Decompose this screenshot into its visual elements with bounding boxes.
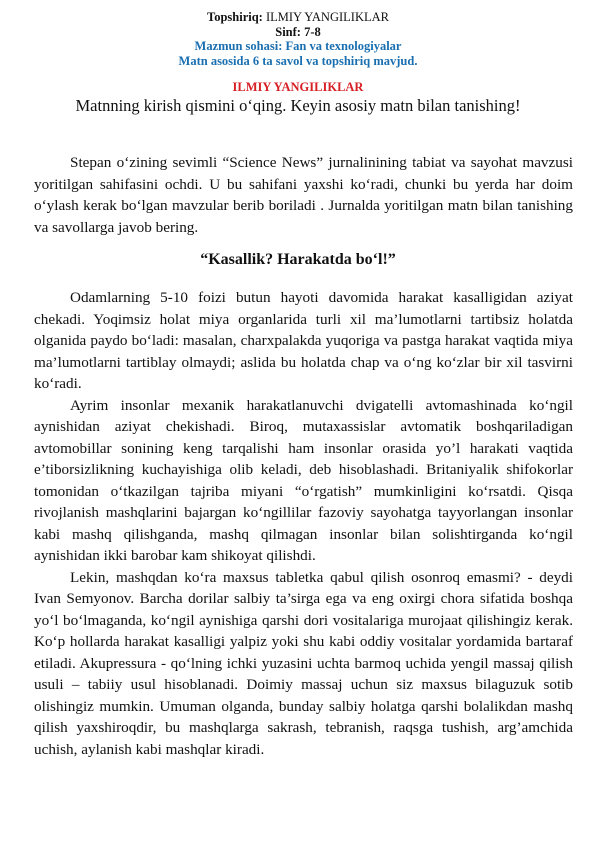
intro-paragraph bbox=[34, 152, 573, 238]
article-title: “Kasallik? Harakatda bo‘l!” bbox=[200, 251, 396, 268]
article-paragraph-2: Ayrim insonlar mexanik harakatlanuvchi dvigatelli avtomashinada ko‘ngil aynishidan aziyat chekishadi. Biroq, mutaxassislar avtomatik boshqariladigan avtomobillar sonining keng tarqalishi ham insonlar orasida yo’l harakati vaqtida e’tiborsizlikning kuchayishiga olib keladi, deb hisoblashadi. Britaniyalik shifokorlar tomonidan o‘tkazilgan tajriba miyani “o‘rgatish” mumkinligini ko‘rsatdi. Qisqa rivojlanish mashqlarini bajargan ko‘ngillilar fazoviy sayohatga tayyorlangan insonlar kabi mashq qilishganda, mashq qilmagan insonlar bilan solishtirganda ko‘ngil aynishidan ikki barobar kam shikoyat qilishdi. bbox=[34, 396, 573, 564]
intro-text: Stepan o‘zining sevimli “Science News” jurnalinining tabiat va sayohat mavzusi yoritilgan sahifasini ochdi. U bu sahifani yaxshi ko‘radi, chunki bu yerda har doim o‘ylash kerak bo‘lgan mavzular berib boriladi . Jurnalda yoritilgan matn bilan tanishing va savollarga javob bering. bbox=[34, 154, 573, 236]
grade-line: Sinf: 7-8 bbox=[275, 24, 321, 39]
questions-note: Matn asosida 6 ta savol va topshiriq mavjud. bbox=[178, 53, 418, 68]
article-body bbox=[34, 287, 573, 760]
task-label: Topshiriq: bbox=[207, 10, 263, 24]
article-paragraph-1: Odamlarning 5-10 foizi butun hayoti davomida harakat kasalligidan aziyat chekadi. Yoqimsiz holat miya organlarida turli xil ma’lumotlarni tartibsiz holatda olganida paydo bo‘ladi: masalan, charxpalakda yuqoriga va pastga harakat vaqtida miya ma’lumotlarni tartiblay olmaydi; aslida bu holatda chap va o‘ng ko‘zlar bir xil tasvirni ko‘radi. bbox=[34, 289, 573, 392]
lead-instruction: Matnning kirish qismini o‘qing. Keyin asosiy matn bilan tanishing! bbox=[75, 96, 521, 115]
task-value: ILMIY YANGILIKLAR bbox=[262, 10, 389, 24]
task-line bbox=[0, 10, 596, 25]
content-area-line: Mazmun sohasi: Fan va texnologiyalar bbox=[194, 39, 402, 53]
article-paragraph-3: Lekin, mashqdan ko‘ra maxsus tabletka qabul qilish osonroq emasmi? - deydi Ivan Semyonov. Barcha dorilar salbiy ta’sirga ega va eng oxirgi chora sifatida boshqa yo‘l bo‘lmaganda, ko‘ngil aynishiga qarshi dori vositalariga murojaat qilishingiz kerak. Ko‘p hollarda harakat kasalligi yalpiz yoki shu kabi oddiy vositalar yordamida bartaraf etiladi. Akupressura - qo‘lning ichki yuzasini uchta barmoq uchida yengil massaj qilish usuli – tabiiy usul hisoblanadi. Doimiy massaj uchun siz maxsus bilaguzuk sotib olishingiz mumkin. Umuman olganda, bunday salbiy holatga qarshi bolalikdan mashq qilish yaxshiroqdir, bu mashqlarga sakrash, tebranish, raqsga tushish, arg’amchida uchish, aylanish kabi mashqlar kiradi. bbox=[34, 568, 573, 758]
page-title: ILMIY YANGILIKLAR bbox=[232, 80, 364, 94]
